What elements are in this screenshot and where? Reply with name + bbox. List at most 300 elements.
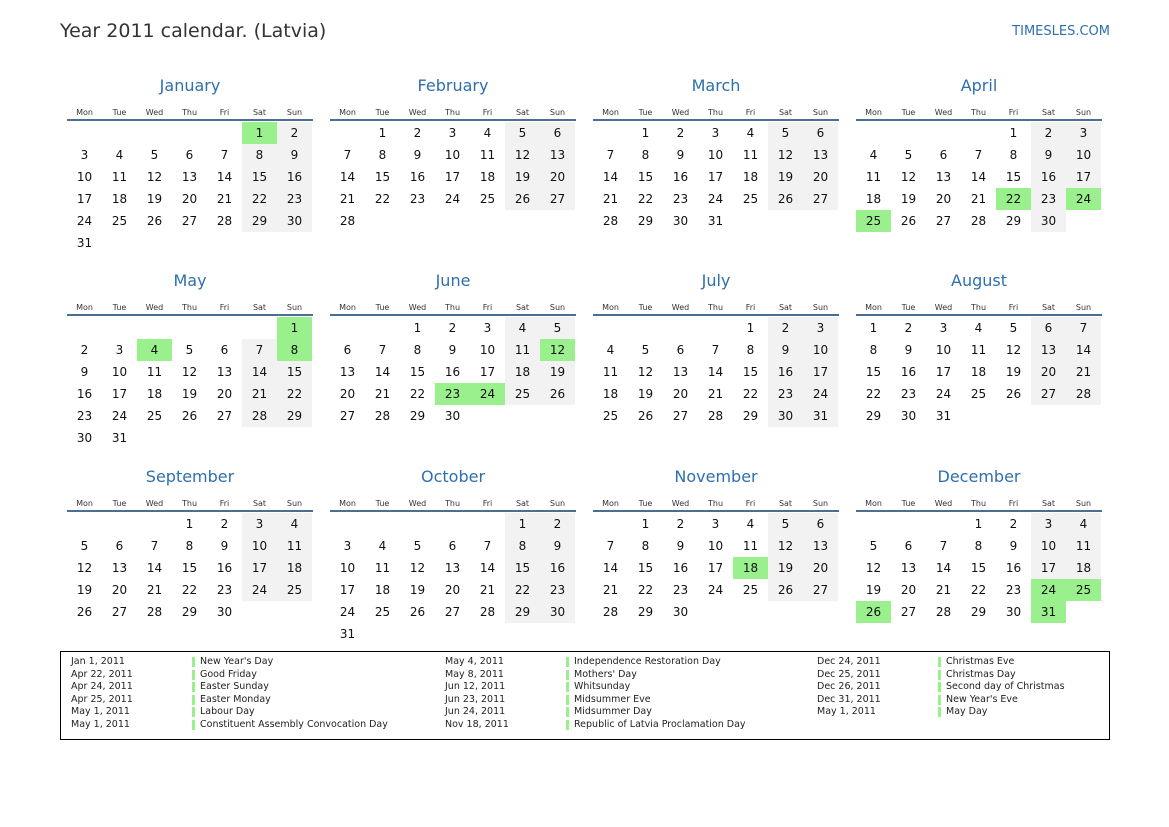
month-february — [330, 75, 576, 232]
day-cell: 15 — [409, 365, 426, 379]
weekday-label: Thu — [181, 303, 198, 312]
day-cell: 31 — [935, 409, 952, 423]
day-cell: 26 — [768, 188, 803, 210]
day-cell: 8 — [641, 539, 650, 553]
day-cell: 27 — [803, 579, 838, 601]
day-cell: 17 — [242, 557, 277, 579]
holiday-color-marker — [566, 707, 569, 717]
weekday-label: Thu — [444, 499, 461, 508]
weekday-label: Tue — [375, 499, 390, 508]
month-name: October — [420, 467, 486, 486]
day-cell: 23 — [672, 192, 689, 206]
day-cell: 14 — [374, 365, 391, 379]
day-cell: 6 — [803, 122, 838, 144]
day-cell: 4 — [1066, 513, 1101, 535]
holiday-date: May 1, 2011 — [71, 706, 130, 718]
holiday-day-cell: 8 — [277, 339, 312, 361]
holiday-date: Dec 24, 2011 — [817, 656, 881, 667]
day-cell: 5 — [540, 317, 575, 339]
weekday-label: Fri — [1008, 499, 1019, 508]
holiday-name: Midsummer Day — [574, 706, 652, 718]
day-cell: 28 — [602, 605, 619, 619]
day-grid — [330, 122, 576, 232]
day-cell: 12 — [505, 144, 540, 166]
day-cell: 2 — [1009, 517, 1018, 531]
day-cell: 18 — [970, 365, 987, 379]
day-cell: 9 — [676, 539, 685, 553]
weekday-label: Sat — [1041, 499, 1056, 508]
day-cell: 22 — [181, 583, 198, 597]
day-cell: 17 — [111, 387, 128, 401]
day-cell: 21 — [479, 583, 496, 597]
month-name: April — [960, 76, 998, 95]
day-cell: 19 — [768, 166, 803, 188]
weekday-label: Sun — [1075, 499, 1092, 508]
weekday-header — [593, 101, 839, 121]
day-grid — [593, 122, 839, 232]
day-cell: 17 — [707, 170, 724, 184]
day-cell: 23 — [768, 383, 803, 405]
day-cell: 27 — [181, 214, 198, 228]
day-cell: 30 — [444, 409, 461, 423]
weekday-label: Tue — [112, 499, 127, 508]
weekday-label: Sat — [778, 499, 793, 508]
day-cell: 12 — [181, 365, 198, 379]
day-cell: 30 — [1005, 605, 1022, 619]
empty-cell — [330, 317, 365, 339]
weekday-label: Wed — [934, 499, 953, 508]
day-cell: 7 — [483, 539, 492, 553]
day-cell: 10 — [803, 339, 838, 361]
month-september — [67, 466, 313, 623]
day-cell: 16 — [216, 561, 233, 575]
day-cell: 14 — [935, 561, 952, 575]
day-cell: 21 — [339, 192, 356, 206]
day-cell: 18 — [602, 387, 619, 401]
day-cell: 15 — [242, 166, 277, 188]
day-cell: 13 — [672, 365, 689, 379]
day-cell: 24 — [444, 192, 461, 206]
empty-cell — [593, 122, 628, 144]
day-cell: 27 — [900, 605, 917, 619]
weekday-label: Sun — [286, 303, 303, 312]
day-cell: 26 — [146, 214, 163, 228]
holiday-date: Dec 31, 2011 — [817, 693, 881, 705]
day-cell: 5 — [150, 148, 159, 162]
weekday-label: Fri — [219, 499, 230, 508]
day-cell: 13 — [339, 365, 356, 379]
day-cell: 5 — [904, 148, 913, 162]
day-cell: 16 — [672, 170, 689, 184]
day-cell: 22 — [505, 579, 540, 601]
weekday-label: Sun — [812, 499, 829, 508]
day-cell: 10 — [479, 343, 496, 357]
month-name: January — [159, 76, 221, 95]
day-cell: 2 — [413, 126, 422, 140]
holiday-day-cell: 18 — [733, 557, 768, 579]
month-november — [593, 466, 839, 623]
day-cell: 10 — [1066, 144, 1101, 166]
day-cell: 31 — [76, 236, 93, 250]
day-cell: 10 — [339, 561, 356, 575]
weekday-label: Sun — [549, 303, 566, 312]
day-grid — [856, 122, 1102, 232]
empty-cell — [137, 317, 172, 339]
weekday-label: Wed — [671, 108, 690, 117]
weekday-label: Sun — [812, 108, 829, 117]
holiday-legend — [60, 651, 1110, 740]
day-cell: 27 — [111, 605, 128, 619]
day-cell: 7 — [378, 343, 387, 357]
legend-row — [445, 694, 785, 707]
empty-cell — [400, 513, 435, 535]
day-cell: 19 — [1005, 365, 1022, 379]
legend-row — [71, 694, 411, 707]
day-cell: 12 — [409, 561, 426, 575]
weekday-label: Sat — [515, 108, 530, 117]
month-name: July — [701, 271, 731, 290]
day-cell: 19 — [409, 583, 426, 597]
empty-cell — [435, 513, 470, 535]
day-cell: 9 — [1009, 539, 1018, 553]
day-cell: 27 — [1031, 383, 1066, 405]
day-cell: 9 — [1031, 144, 1066, 166]
empty-cell — [926, 122, 961, 144]
day-cell: 1 — [185, 517, 194, 531]
day-cell: 21 — [935, 583, 952, 597]
day-cell: 22 — [637, 583, 654, 597]
weekday-label: Tue — [901, 499, 916, 508]
month-name: November — [674, 467, 758, 486]
weekday-label: Mon — [602, 499, 619, 508]
day-cell: 29 — [970, 605, 987, 619]
day-cell: 29 — [277, 405, 312, 427]
weekday-label: Thu — [444, 303, 461, 312]
day-cell: 3 — [242, 513, 277, 535]
day-cell: 3 — [711, 126, 720, 140]
holiday-day-cell: 26 — [856, 601, 891, 623]
weekday-label: Mon — [339, 108, 356, 117]
empty-cell — [137, 122, 172, 144]
empty-cell — [856, 122, 891, 144]
day-cell: 15 — [374, 170, 391, 184]
day-cell: 15 — [637, 561, 654, 575]
day-cell: 11 — [1066, 535, 1101, 557]
day-cell: 20 — [1031, 361, 1066, 383]
day-cell: 10 — [76, 170, 93, 184]
weekday-label: Mon — [865, 499, 882, 508]
holiday-date: May 8, 2011 — [445, 668, 504, 680]
day-cell: 1 — [869, 321, 878, 335]
day-cell: 23 — [1005, 583, 1022, 597]
day-cell: 29 — [637, 605, 654, 619]
day-cell: 28 — [216, 214, 233, 228]
weekday-label: Mon — [602, 108, 619, 117]
day-cell: 16 — [1031, 166, 1066, 188]
day-cell: 10 — [707, 148, 724, 162]
day-cell: 20 — [672, 387, 689, 401]
empty-cell — [102, 513, 137, 535]
day-cell: 28 — [970, 214, 987, 228]
empty-cell — [330, 122, 365, 144]
day-cell: 1 — [641, 517, 650, 531]
day-cell: 5 — [869, 539, 878, 553]
empty-cell — [172, 122, 207, 144]
weekday-label: Thu — [181, 108, 198, 117]
month-january — [67, 75, 313, 254]
weekday-label: Fri — [1008, 303, 1019, 312]
day-cell: 23 — [409, 192, 426, 206]
day-cell: 6 — [220, 343, 229, 357]
day-cell: 24 — [707, 583, 724, 597]
weekday-label: Sat — [515, 303, 530, 312]
day-cell: 23 — [1031, 188, 1066, 210]
weekday-label: Sun — [549, 108, 566, 117]
month-name: March — [691, 76, 741, 95]
holiday-name: Whitsunday — [574, 681, 631, 693]
day-cell: 21 — [216, 192, 233, 206]
day-cell: 3 — [1066, 122, 1101, 144]
holiday-day-cell: 25 — [1066, 579, 1101, 601]
day-cell: 14 — [970, 170, 987, 184]
day-cell: 15 — [970, 561, 987, 575]
day-cell: 8 — [974, 539, 983, 553]
holiday-color-marker — [938, 682, 941, 692]
legend-row — [71, 719, 411, 732]
holiday-name: New Year's Day — [200, 656, 274, 667]
day-cell: 29 — [742, 409, 759, 423]
empty-cell — [891, 122, 926, 144]
day-grid — [67, 317, 313, 449]
weekday-header — [593, 296, 839, 316]
day-cell: 11 — [970, 343, 987, 357]
day-cell: 2 — [676, 517, 685, 531]
day-cell: 31 — [803, 405, 838, 427]
day-cell: 15 — [742, 365, 759, 379]
empty-cell — [67, 122, 102, 144]
day-cell: 13 — [540, 144, 575, 166]
holiday-name: Mothers' Day — [574, 668, 637, 680]
weekday-header — [330, 101, 576, 121]
day-cell: 15 — [637, 170, 654, 184]
weekday-label: Sun — [1075, 108, 1092, 117]
day-cell: 5 — [641, 343, 650, 357]
weekday-label: Sat — [778, 303, 793, 312]
day-cell: 31 — [111, 431, 128, 445]
weekday-header — [856, 296, 1102, 316]
day-cell: 25 — [602, 409, 619, 423]
legend-row — [71, 656, 411, 669]
holiday-name: Good Friday — [200, 668, 257, 680]
day-cell: 16 — [277, 166, 312, 188]
day-cell: 3 — [448, 126, 457, 140]
day-cell: 18 — [277, 557, 312, 579]
weekday-label: Mon — [76, 499, 93, 508]
legend-column — [71, 656, 411, 732]
day-cell: 13 — [216, 365, 233, 379]
day-cell: 12 — [865, 561, 882, 575]
holiday-day-cell: 12 — [540, 339, 575, 361]
holiday-day-cell: 24 — [1031, 579, 1066, 601]
day-cell: 12 — [768, 144, 803, 166]
holiday-date: May 4, 2011 — [445, 656, 504, 667]
day-cell: 6 — [448, 539, 457, 553]
holiday-color-marker — [192, 682, 195, 692]
day-cell: 22 — [374, 192, 391, 206]
weekday-label: Fri — [745, 108, 756, 117]
legend-row — [817, 656, 1157, 669]
empty-cell — [102, 122, 137, 144]
day-cell: 14 — [216, 170, 233, 184]
empty-cell — [365, 317, 400, 339]
day-cell: 25 — [505, 383, 540, 405]
day-cell: 8 — [869, 343, 878, 357]
weekday-label: Sat — [515, 499, 530, 508]
day-cell: 30 — [672, 605, 689, 619]
day-cell: 4 — [483, 126, 492, 140]
day-cell: 2 — [904, 321, 913, 335]
day-cell: 26 — [540, 383, 575, 405]
day-cell: 13 — [803, 144, 838, 166]
day-cell: 14 — [602, 170, 619, 184]
day-cell: 24 — [339, 605, 356, 619]
day-cell: 11 — [865, 170, 882, 184]
day-cell: 23 — [672, 583, 689, 597]
weekday-label: Sun — [286, 108, 303, 117]
day-cell: 8 — [1009, 148, 1018, 162]
day-cell: 16 — [444, 365, 461, 379]
empty-cell — [137, 513, 172, 535]
holiday-name: Constituent Assembly Convocation Day — [200, 718, 388, 730]
day-cell: 5 — [185, 343, 194, 357]
day-cell: 19 — [76, 583, 93, 597]
day-cell: 1 — [1009, 126, 1018, 140]
day-cell: 19 — [540, 361, 575, 383]
weekday-label: Fri — [482, 303, 493, 312]
day-cell: 27 — [540, 188, 575, 210]
month-march — [593, 75, 839, 232]
weekday-label: Wed — [934, 108, 953, 117]
day-cell: 4 — [378, 539, 387, 553]
holiday-date: Jun 12, 2011 — [445, 681, 506, 693]
day-cell: 4 — [746, 126, 755, 140]
empty-cell — [172, 317, 207, 339]
holiday-color-marker — [192, 670, 195, 680]
day-cell: 11 — [742, 148, 759, 162]
day-cell: 30 — [672, 214, 689, 228]
day-cell: 25 — [970, 387, 987, 401]
holiday-color-marker — [192, 695, 195, 705]
empty-cell — [470, 513, 505, 535]
day-grid — [593, 513, 839, 623]
day-cell: 30 — [1031, 210, 1066, 232]
legend-row — [445, 719, 785, 732]
day-cell: 28 — [707, 409, 724, 423]
day-cell: 20 — [339, 387, 356, 401]
holiday-color-marker — [192, 720, 195, 730]
holiday-color-marker — [938, 707, 941, 717]
holiday-date: May 1, 2011 — [71, 718, 130, 730]
month-june — [330, 270, 576, 427]
day-cell: 27 — [672, 409, 689, 423]
holiday-color-marker — [566, 682, 569, 692]
weekday-label: Wed — [671, 303, 690, 312]
holiday-day-cell: 4 — [137, 339, 172, 361]
weekday-label: Fri — [482, 108, 493, 117]
day-cell: 20 — [444, 583, 461, 597]
empty-cell — [67, 317, 102, 339]
day-cell: 3 — [803, 317, 838, 339]
months-grid — [67, 75, 1111, 641]
day-cell: 13 — [935, 170, 952, 184]
weekday-label: Tue — [638, 303, 653, 312]
day-cell: 8 — [378, 148, 387, 162]
holiday-color-marker — [192, 657, 195, 667]
day-cell: 25 — [479, 192, 496, 206]
day-cell: 15 — [505, 557, 540, 579]
day-grid — [593, 317, 839, 427]
day-cell: 5 — [80, 539, 89, 553]
weekday-label: Wed — [145, 499, 164, 508]
day-cell: 16 — [409, 170, 426, 184]
weekday-label: Fri — [219, 303, 230, 312]
day-cell: 7 — [606, 539, 615, 553]
site-link[interactable]: TIMESLES.COM — [1012, 24, 1110, 39]
day-cell: 29 — [1005, 214, 1022, 228]
legend-row — [71, 669, 411, 682]
month-name: February — [417, 76, 489, 95]
day-cell: 2 — [1031, 122, 1066, 144]
day-cell: 6 — [676, 343, 685, 357]
month-name: August — [951, 271, 1007, 290]
legend-row — [71, 681, 411, 694]
weekday-label: Wed — [145, 303, 164, 312]
day-cell: 26 — [1005, 387, 1022, 401]
day-cell: 24 — [803, 383, 838, 405]
day-cell: 23 — [900, 387, 917, 401]
day-cell: 8 — [505, 535, 540, 557]
holiday-date: Apr 25, 2011 — [71, 693, 133, 705]
holiday-color-marker — [192, 707, 195, 717]
holiday-day-cell: 1 — [242, 122, 277, 144]
day-cell: 30 — [540, 601, 575, 623]
day-cell: 16 — [672, 561, 689, 575]
weekday-label: Sun — [1075, 303, 1092, 312]
legend-row — [817, 694, 1157, 707]
weekday-label: Thu — [707, 303, 724, 312]
legend-row — [445, 706, 785, 719]
day-grid — [330, 317, 576, 427]
day-cell: 12 — [76, 561, 93, 575]
month-name: September — [145, 467, 235, 486]
day-cell: 21 — [602, 583, 619, 597]
legend-row — [445, 656, 785, 669]
day-cell: 10 — [444, 148, 461, 162]
weekday-label: Tue — [375, 108, 390, 117]
day-cell: 13 — [803, 535, 838, 557]
day-cell: 20 — [935, 192, 952, 206]
day-cell: 5 — [768, 122, 803, 144]
day-cell: 7 — [711, 343, 720, 357]
day-cell: 13 — [1031, 339, 1066, 361]
holiday-date: Jun 23, 2011 — [445, 693, 506, 705]
legend-row — [817, 706, 1157, 719]
day-cell: 25 — [742, 192, 759, 206]
weekday-label: Sat — [1041, 108, 1056, 117]
day-cell: 21 — [1066, 361, 1101, 383]
holiday-day-cell: 24 — [470, 383, 505, 405]
weekday-label: Thu — [707, 108, 724, 117]
